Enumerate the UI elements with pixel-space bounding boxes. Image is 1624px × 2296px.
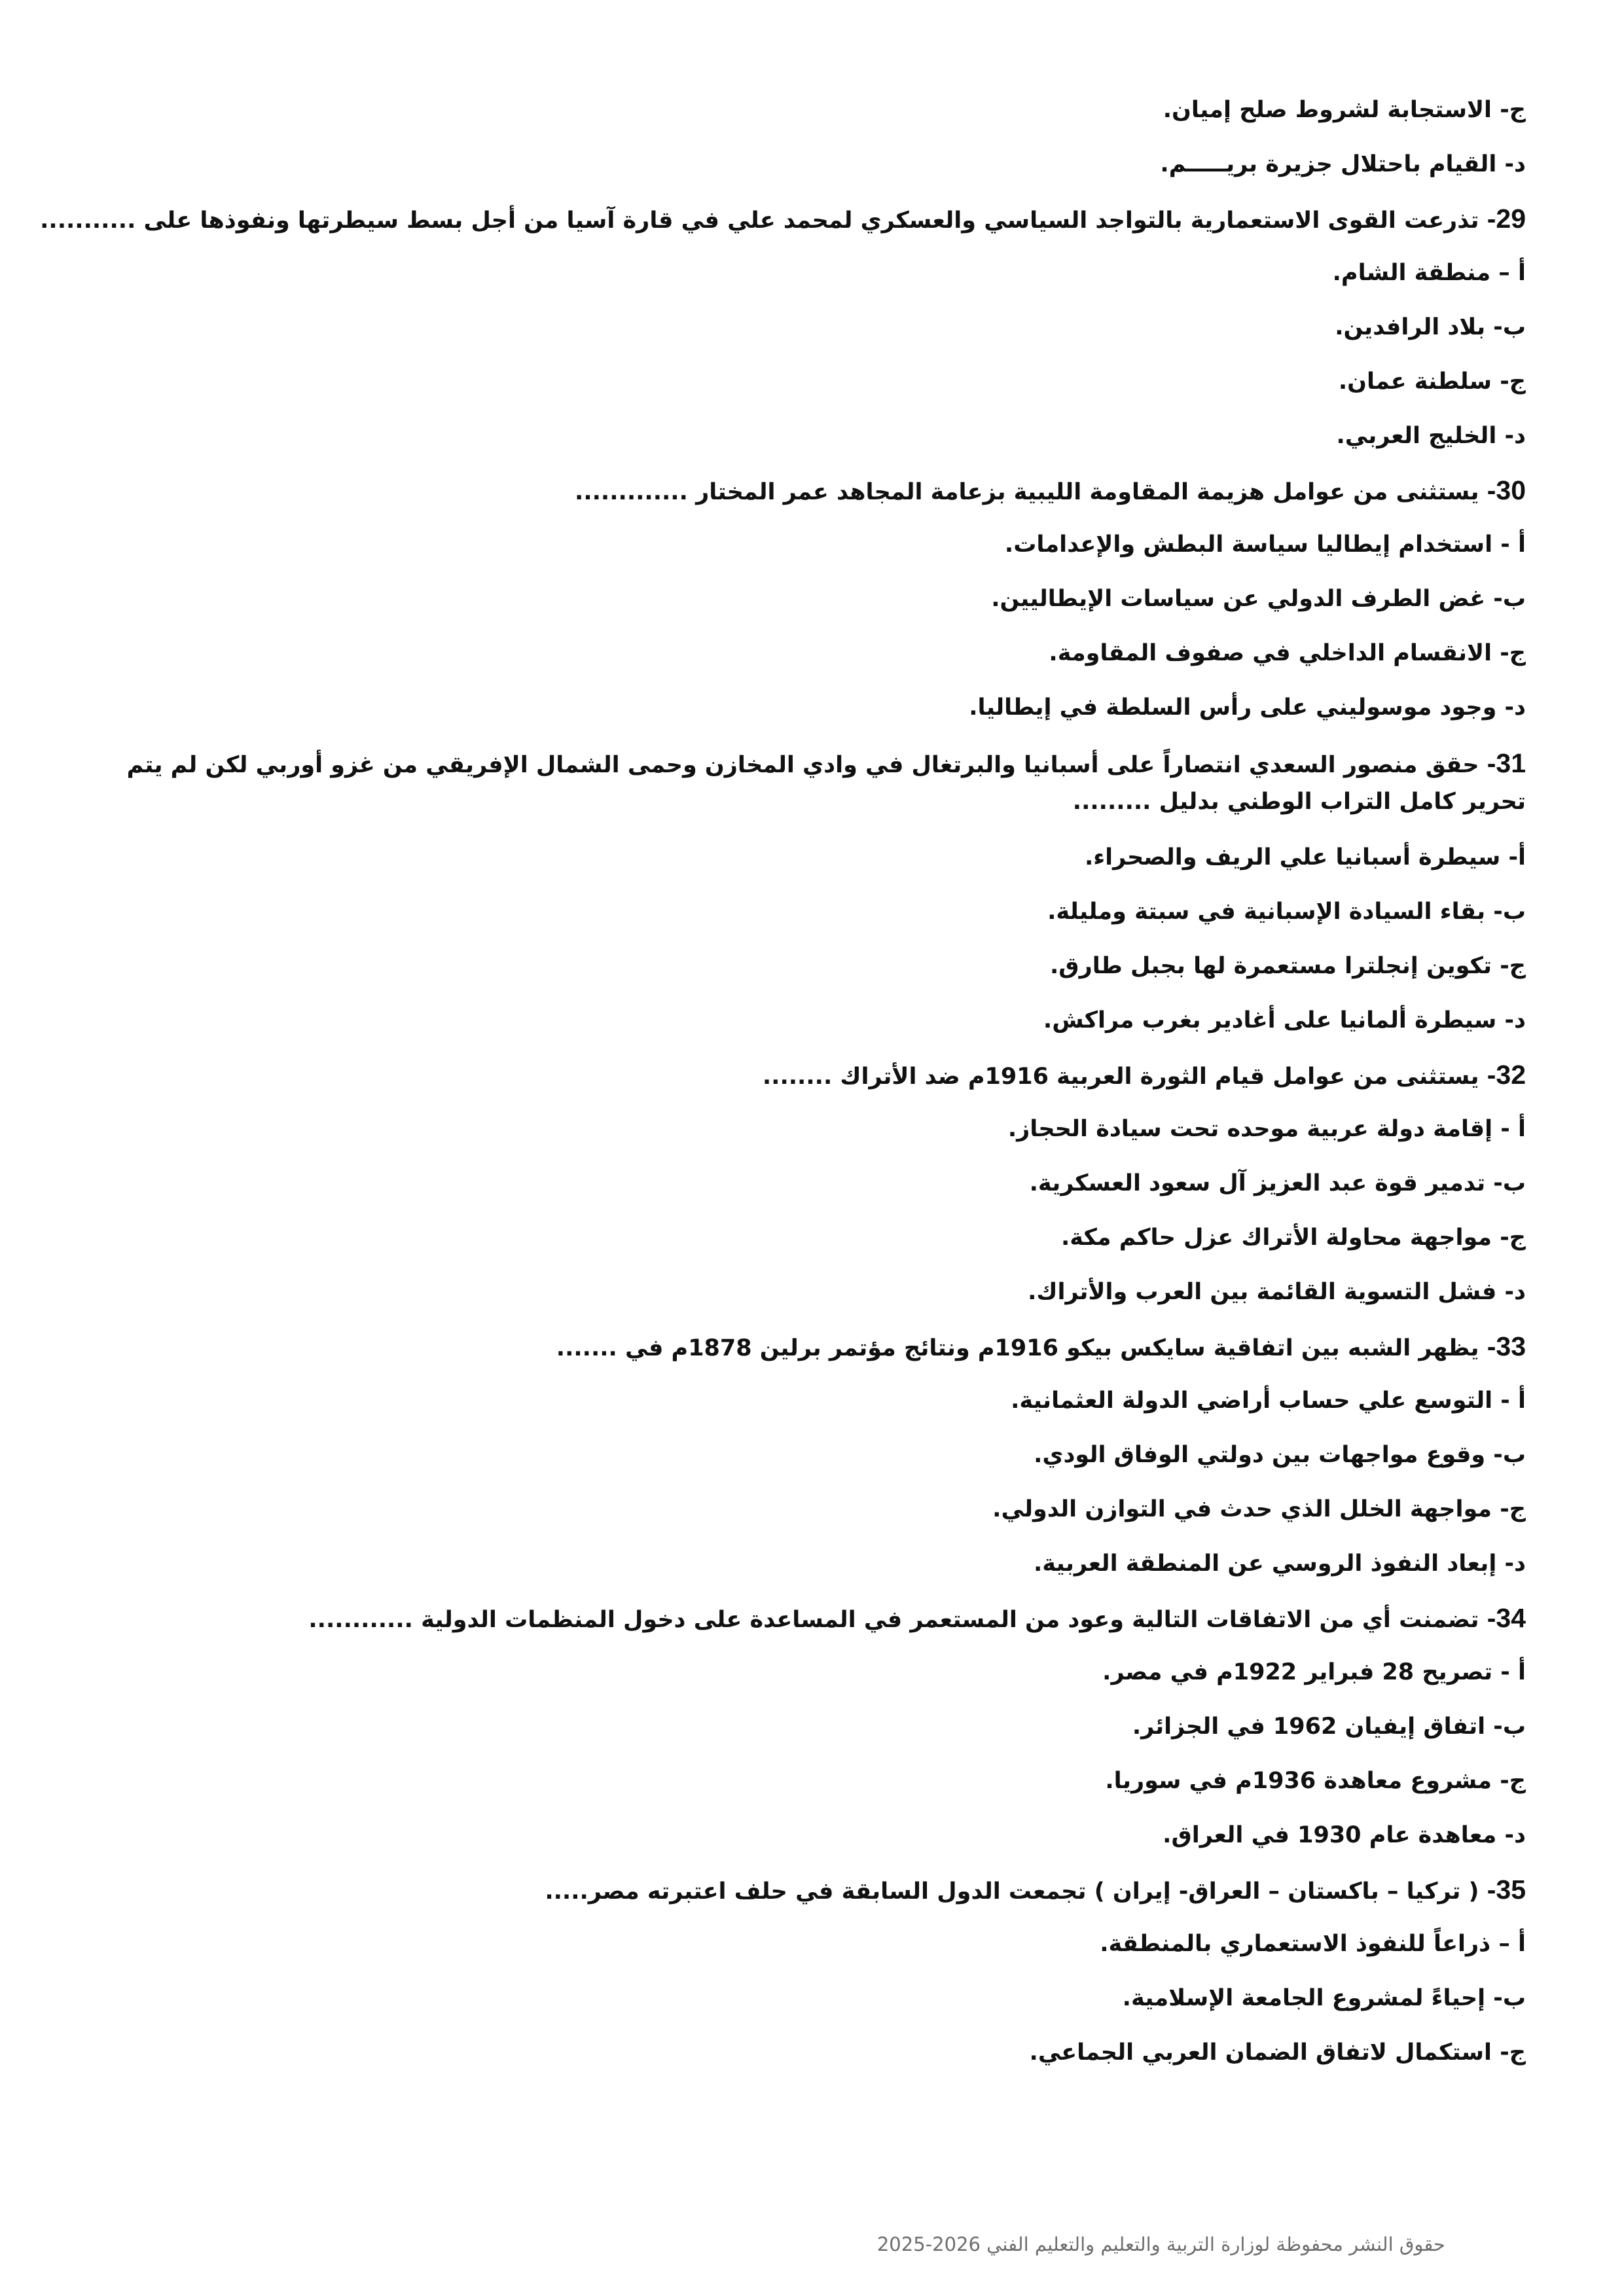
option-line	[98, 691, 1526, 745]
option-line	[98, 1384, 1526, 1438]
option-text: د- معاهدة عام 1930 في العراق.	[1163, 1822, 1526, 1848]
question-line	[98, 473, 1526, 528]
question-text: يستثنى من عوامل هزيمة المقاومة الليبية بزعامة المجاهد عمر المختار .............	[575, 479, 1487, 505]
option-text: ج- مواجهة محاولة الأتراك عزل حاكم مكة.	[1061, 1225, 1526, 1251]
question-number: 34-	[1487, 1603, 1526, 1633]
option-text: د- القيام باحتلال جزيرة بريـــــم.	[1160, 151, 1526, 177]
question-text: يظهر الشبه بين اتفاقية سايكس بيكو 1916م ونتائج مؤتمر برلين 1878م في .......	[556, 1335, 1487, 1361]
option-text: د- الخليج العربي.	[1336, 423, 1526, 449]
question-line	[98, 1329, 1526, 1384]
option-text: ب- إحياءً لمشروع الجامعة الإسلامية.	[1122, 1985, 1526, 2011]
option-text: أ- سيطرة أسبانيا علي الريف والصحراء.	[1084, 844, 1526, 870]
option-text: د- إبعاد النفوذ الروسي عن المنطقة العربية.	[1033, 1551, 1526, 1577]
option-text: ب- وقوع مواجهات بين دولتي الوفاق الودي.	[1034, 1442, 1526, 1468]
option-text: ج- تكوين إنجلترا مستعمرة لها بجبل طارق.	[1049, 953, 1526, 979]
option-text: ج- استكمال لاتفاق الضمان العربي الجماعي.	[1029, 2039, 1526, 2066]
option-text: ب- بقاء السيادة الإسبانية في سبتة ومليلة.	[1047, 899, 1526, 925]
option-line	[98, 1438, 1526, 1492]
question-number: 31-	[1487, 748, 1526, 778]
option-text: ج- سلطنة عمان.	[1338, 368, 1526, 395]
question-number: 32-	[1487, 1060, 1526, 1090]
option-text: أ – ذراعاً للنفوذ الاستعماري بالمنطقة.	[1100, 1931, 1526, 1957]
option-line	[98, 949, 1526, 1003]
option-text: د- وجود موسوليني على رأس السلطة في إيطاليا.	[969, 694, 1526, 721]
option-text: ج- مواجهة الخلل الذي حدث في التوازن الدولي.	[992, 1496, 1526, 1522]
question-line	[98, 1601, 1526, 1655]
option-line	[98, 582, 1526, 636]
option-text: أ - تصريح 28 فبراير 1922م في مصر.	[1102, 1659, 1526, 1685]
option-line	[98, 1275, 1526, 1329]
questions-list	[40, 93, 1526, 2090]
option-line	[98, 1492, 1526, 1547]
option-line	[98, 1166, 1526, 1221]
option-text: أ - استخدام إيطاليا سياسة البطش والإعدامات.	[1004, 531, 1526, 558]
option-text: ج- الاستجابة لشروط صلح إميان.	[1163, 97, 1526, 123]
question-text: تذرعت القوى الاستعمارية بالتواجد السياسي والعسكري لمحمد علي في قارة آسيا من أجل بسط سيطرتها ونفوذها على ...........	[40, 207, 1487, 234]
option-line	[98, 1818, 1526, 1873]
option-line	[98, 1112, 1526, 1166]
question-number: 29-	[1487, 204, 1526, 234]
question-text: يستثنى من عوامل قيام الثورة العربية 1916م ضد الأتراك ........	[762, 1064, 1487, 1090]
option-line	[98, 528, 1526, 582]
question-number: 35-	[1487, 1874, 1526, 1905]
option-line	[98, 636, 1526, 691]
option-text: ب- تدمير قوة عبد العزيز آل سعود العسكرية.	[1029, 1170, 1526, 1196]
question-line	[98, 1058, 1526, 1112]
option-line	[98, 1547, 1526, 1601]
question-number: 30-	[1487, 475, 1526, 505]
option-line	[98, 365, 1526, 419]
option-text: أ - إقامة دولة عربية موحده تحت سيادة الحجاز.	[1007, 1116, 1526, 1142]
option-text: ب- اتفاق إيفيان 1962 في الجزائر.	[1132, 1713, 1526, 1740]
option-line	[98, 1003, 1526, 1058]
question-number: 33-	[1487, 1331, 1526, 1361]
question-line	[98, 745, 1526, 820]
copyright-footer: حقوق النشر محفوظة لوزارة التربية والتعليم والتعليم الفني 2026-2025	[876, 2233, 1445, 2255]
option-text: د- سيطرة ألمانيا على أغادير بغرب مراكش.	[1043, 1007, 1526, 1033]
option-line	[98, 310, 1526, 365]
option-line	[98, 93, 1526, 147]
option-line	[98, 895, 1526, 949]
question-text: تضمنت أي من الاتفاقات التالية وعود من المستعمر في المساعدة على دخول المنظمات الدولية ............	[308, 1607, 1487, 1633]
option-line	[98, 147, 1526, 202]
option-line	[98, 256, 1526, 310]
question-text: ( تركيا – باكستان – العراق- إيران ) تجمعت الدول السابقة في حلف اعتبرته مصر.....	[545, 1878, 1487, 1905]
option-text: ج- الانقسام الداخلي في صفوف المقاومة.	[1049, 640, 1526, 666]
option-text: ج- مشروع معاهدة 1936م في سوريا.	[1105, 1768, 1526, 1794]
option-line	[98, 419, 1526, 473]
option-text: د- فشل التسوية القائمة بين العرب والأتراك.	[1028, 1279, 1526, 1305]
option-line	[98, 1927, 1526, 1981]
option-text: ب- بلاد الرافدين.	[1335, 314, 1526, 340]
option-line	[98, 1710, 1526, 1764]
option-line	[98, 840, 1526, 895]
option-line	[98, 1981, 1526, 2036]
option-line	[98, 1764, 1526, 1818]
question-line	[98, 1873, 1526, 1927]
option-text: أ - التوسع علي حساب أراضي الدولة العثمانية.	[1011, 1388, 1526, 1414]
option-line	[98, 1655, 1526, 1710]
option-line	[98, 2036, 1526, 2090]
question-line	[40, 202, 1526, 256]
option-text: أ – منطقة الشام.	[1332, 260, 1526, 286]
option-text: ب- غض الطرف الدولي عن سياسات الإيطاليين.	[991, 586, 1526, 612]
option-line	[98, 1221, 1526, 1275]
question-text: حقق منصور السعدي انتصاراً على أسبانيا والبرتغال في وادي المخازن وحمى الشمال الإفريقي من غزو أوربي لكن لم يتم تحرير كامل التراب الوطني بدليل .........	[126, 752, 1526, 815]
